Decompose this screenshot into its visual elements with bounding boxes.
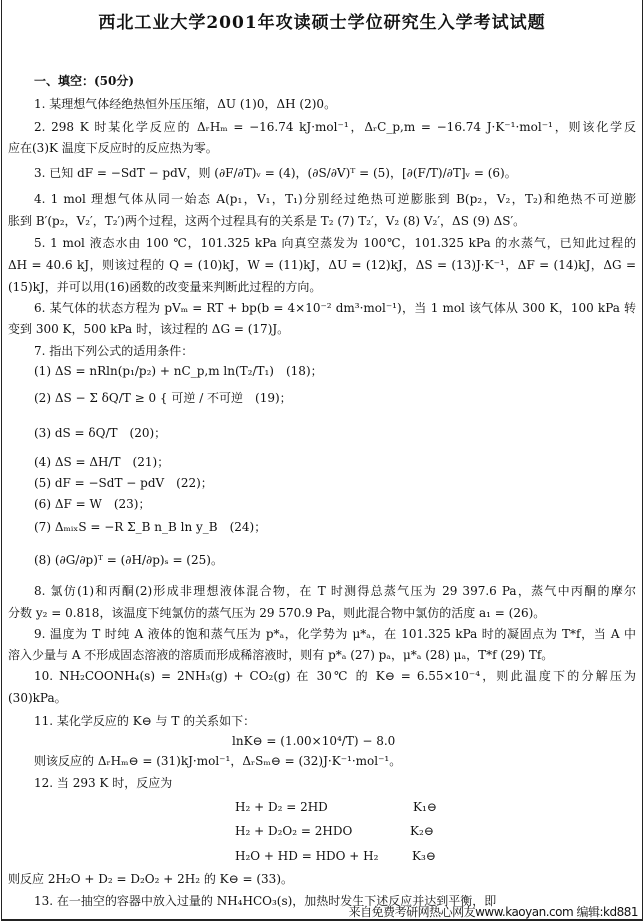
- question-7: 7. 指出下列公式的适用条件：: [34, 344, 194, 358]
- question-7-6: (6) ΔF = W (23)；: [34, 497, 151, 511]
- question-8-cont: 分数 y₂ = 0.818，该温度下纯氯仿的蒸气压为 29 570.9 Pa，则此混合物中氯仿的活度 a₁ = (26)。: [8, 606, 546, 620]
- reaction-2: H₂ + D₂O₂ = 2HDO: [235, 824, 353, 838]
- question-5-cont2: (15)kJ，并可以用(16)函数的改变量来判断此过程的方向。: [8, 280, 322, 294]
- watermark-footer: 来自免费考研网热心网友www.kaoyan.com 编辑:kd881: [348, 905, 638, 919]
- question-3: 3. 已知 dF = −SdT − pdV，则 (∂F/∂T)ᵥ = (4)，(∂S/∂V)ᵀ = (5)，[∂(F/T)/∂T]ᵥ = (6)。: [34, 166, 517, 180]
- question-8: 8. 氯仿(1)和丙酮(2)形成非理想液体混合物，在 T 时测得总蒸气压为 29 397.6 Pa，蒸气中丙酮的摩尔: [34, 584, 636, 598]
- question-11: 11. 某化学反应的 K⊖ 与 T 的关系如下：: [34, 714, 256, 728]
- constant-k1: K₁⊖: [413, 800, 437, 814]
- question-1: 1. 某理想气体经绝热恒外压压缩，ΔU (1)0，ΔH (2)0。: [34, 97, 337, 111]
- question-7-4: (4) ΔS = ΔH/T (21)；: [34, 455, 170, 469]
- question-7-5: (5) dF = −SdT − pdV (22)；: [34, 476, 213, 490]
- section-heading: 一、填空：(50分): [34, 74, 135, 88]
- question-13: 13. 在一抽空的容器中放入过量的 NH₄HCO₃(s)，加热时发生下述反应并达到平衡，即: [34, 894, 497, 908]
- question-12-cont: 则反应 2H₂O + D₂ = D₂O₂ + 2H₂ 的 K⊖ = (33)。: [8, 872, 294, 886]
- question-2: 2. 298 K 时某化学反应的 ΔᵣHₘ = −16.74 kJ·mol⁻¹，ΔᵣC_p,m = −16.74 J·K⁻¹·mol⁻¹，则该化学反: [34, 120, 636, 134]
- question-10: 10. NH₂COONH₄(s) = 2NH₃(g) + CO₂(g) 在 30℃ 的 K⊖ = 6.55×10⁻⁴，则此温度下的分解压为: [34, 669, 636, 683]
- constant-k2: K₂⊖: [410, 824, 434, 838]
- question-4-cont: 胀到 B′(p₂，V₂′，T₂′)两个过程，这两个过程具有的关系是 T₂ (7) T₂′，V₂ (8) V₂′，ΔS (9) ΔS′。: [8, 214, 526, 228]
- exam-title: 西北工业大学2001年攻读硕士学位研究生入学考试试题: [98, 13, 546, 33]
- reaction-1: H₂ + D₂ = 2HD: [235, 800, 328, 814]
- question-12: 12. 当 293 K 时，反应为: [34, 776, 173, 790]
- reaction-3: H₂O + HD = HDO + H₂: [235, 849, 379, 863]
- question-7-3: (3) dS = δQ/T (20)；: [34, 426, 167, 440]
- question-10-cont: (30)kPa。: [8, 691, 67, 705]
- question-2-cont: 应在(3)K 温度下反应时的反应热为零。: [8, 141, 218, 155]
- question-7-7: (7) ΔₘᵢₓS = −R Σ_B n_B ln y_B (24)；: [34, 520, 267, 534]
- question-7-1: (1) ΔS = nRln(p₁/p₂) + nC_p,m ln(T₂/T₁) (18)；: [34, 364, 323, 378]
- question-9-cont: 溶入少量与 A 不形成固态溶液的溶质而形成稀溶液时，则有 p*ₐ (27) pₐ，μ*ₐ (28) μₐ，T*f (29) Tf。: [8, 648, 554, 662]
- question-6: 6. 某气体的状态方程为 pVₘ = RT + bp(b = 4×10⁻² dm³·mol⁻¹)，当 1 mol 该气体从 300 K，100 kPa 转: [34, 301, 636, 315]
- question-6-cont: 变到 300 K，500 kPa 时，该过程的 ΔG = (17)J。: [8, 322, 290, 336]
- question-11-equation: lnK⊖ = (1.00×10⁴/T) − 8.0: [232, 734, 396, 748]
- question-7-8: (8) (∂G/∂p)ᵀ = (∂H/∂p)ₛ = (25)。: [34, 553, 223, 567]
- question-11-cont: 则该反应的 ΔᵣHₘ⊖ = (31)kJ·mol⁻¹，ΔᵣSₘ⊖ = (32)J·K⁻¹·mol⁻¹。: [34, 754, 402, 768]
- question-9: 9. 温度为 T 时纯 A 液体的饱和蒸气压为 p*ₐ，化学势为 μ*ₐ，在 101.325 kPa 时的凝固点为 T*f，当 A 中: [34, 627, 636, 641]
- question-4: 4. 1 mol 理想气体从同一始态 A(p₁，V₁，T₁)分别经过绝热可逆膨胀到 B(p₂，V₂，T₂)和绝热不可逆膨: [34, 192, 636, 206]
- constant-k3: K₃⊖: [412, 849, 436, 863]
- question-7-2: (2) ΔS − Σ δQ/T ≥ 0 { 可逆 / 不可逆 (19)；: [34, 391, 292, 405]
- question-5: 5. 1 mol 液态水由 100 ℃，101.325 kPa 向真空蒸发为 100℃，101.325 kPa 的水蒸气，已知此过程的: [34, 236, 636, 250]
- question-5-cont: ΔH = 40.6 kJ，则该过程的 Q = (10)kJ，W = (11)kJ，ΔU = (12)kJ，ΔS = (13)J·K⁻¹，ΔF = (14)kJ，ΔG =: [8, 258, 636, 272]
